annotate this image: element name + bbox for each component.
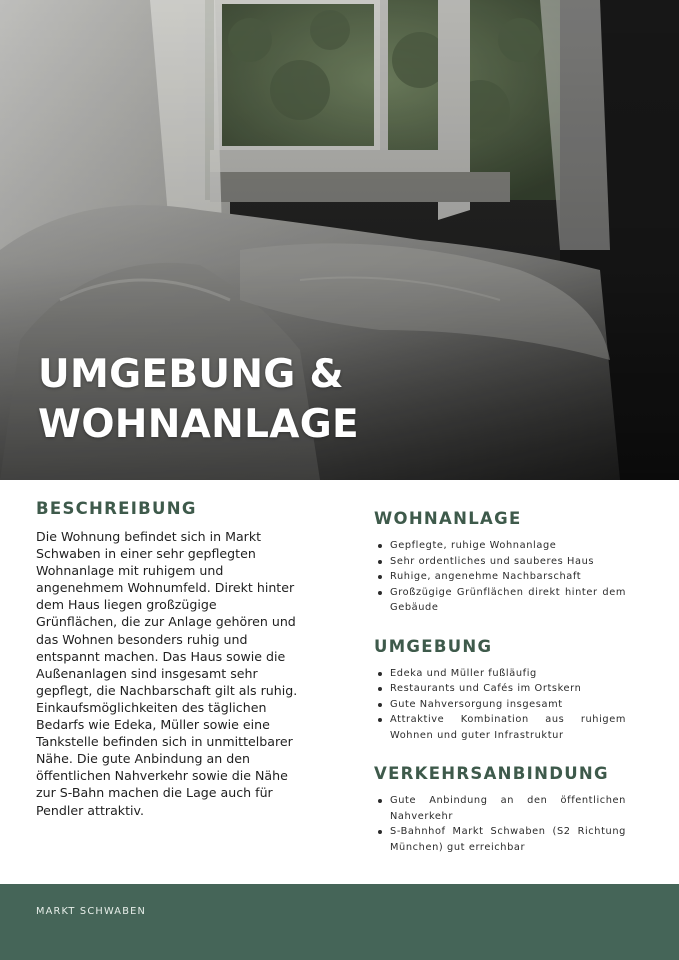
features-column <box>374 508 626 875</box>
verkehr-list <box>374 793 626 855</box>
list-item: Gute Nahversorgung insgesamt <box>374 697 626 713</box>
wohnanlage-list <box>374 538 626 616</box>
umgebung-heading: UMGEBUNG <box>374 636 493 656</box>
footer-bar <box>0 884 679 960</box>
wohnanlage-section <box>374 508 626 616</box>
umgebung-section <box>374 636 626 744</box>
page-title-line-1: UMGEBUNG & <box>38 352 344 397</box>
list-item: Restaurants und Cafés im Ortskern <box>374 681 626 697</box>
footer-location: MARKT SCHWABEN <box>36 906 147 917</box>
page-title <box>38 350 359 450</box>
list-item: Gute Anbindung an den öffentlichen Nahverkehr <box>374 793 626 824</box>
list-item: Edeka und Müller fußläufig <box>374 666 626 682</box>
umgebung-list <box>374 666 626 744</box>
list-item: Ruhige, angenehme Nachbarschaft <box>374 569 626 585</box>
description-heading: BESCHREIBUNG <box>36 499 197 518</box>
verkehr-section <box>374 763 626 855</box>
list-item: Attraktive Kombination aus ruhigem Wohnen und guter Infrastruktur <box>374 712 626 743</box>
list-item: Großzügige Grünflächen direkt hinter dem Gebäude <box>374 585 626 616</box>
page-title-line-2: WOHNANLAGE <box>38 402 359 447</box>
wohnanlage-heading: WOHNANLAGE <box>374 509 522 528</box>
description-section <box>36 498 298 819</box>
list-item: S-Bahnhof Markt Schwaben (S2 Richtung München) gut erreichbar <box>374 824 626 855</box>
list-item: Gepflegte, ruhige Wohnanlage <box>374 538 626 554</box>
verkehr-heading: VERKEHRSANBINDUNG <box>374 764 609 783</box>
description-text: Die Wohnung befindet sich in Markt Schwaben in einer sehr gepflegten Wohnanlage mit ruhigem und angenehmem Wohnumfeld. Direkt hinter dem Haus liegen großzügige Grünflächen, die zur Anlage gehören und das Wohnen besonders ruhig und entspannt machen. Das Haus sowie die Außenanlagen sind insgesamt sehr gepflegt, die Nachbarschaft gilt als ruhig. Einkaufsmöglichkeiten des täglichen Bedarfs wie Edeka, Müller sowie eine Tankstelle befinden sich in unmittelbarer Nähe. Die gute Anbindung an den öffentlichen Nahverkehr sowie die Nähe zur S-Bahn machen die Lage auch für Pendler attraktiv. <box>36 529 298 818</box>
list-item: Sehr ordentliches und sauberes Haus <box>374 554 626 570</box>
